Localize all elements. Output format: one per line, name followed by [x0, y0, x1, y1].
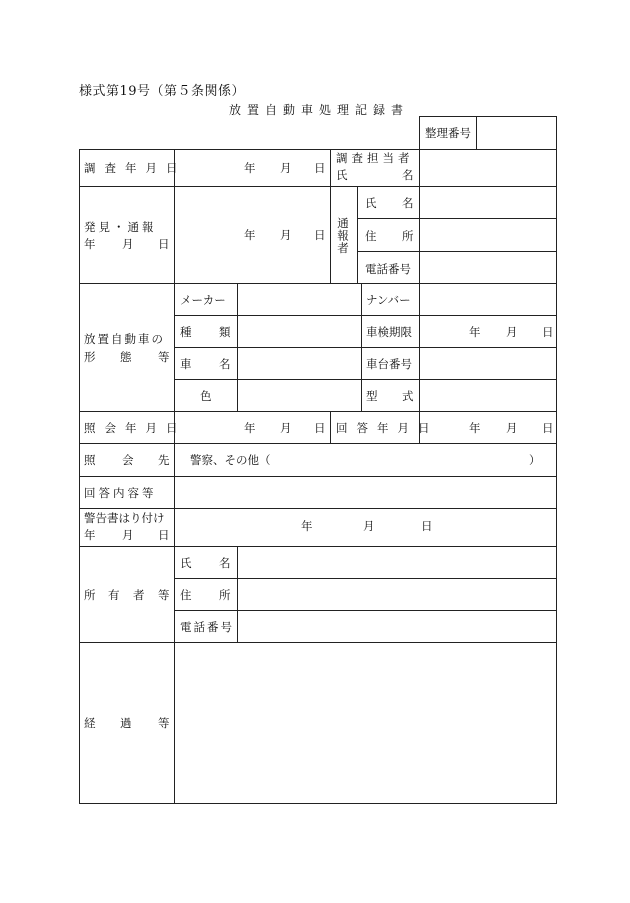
management-number-field[interactable] — [477, 117, 556, 149]
month-unit: 月 — [280, 161, 292, 175]
month-unit: 月 — [363, 519, 375, 533]
vehicle-form-label: 放置自動車の — [84, 332, 165, 346]
discovery-year-unit: 年 — [84, 237, 96, 251]
warning-year-unit: 年 — [84, 528, 96, 542]
owner-name-b: 名 — [219, 556, 231, 570]
car-name-label-a: 車 — [180, 357, 192, 371]
inquiry-date-label: 照会年月日 — [84, 421, 187, 435]
reporter-name-b: 名 — [402, 196, 414, 210]
day-unit: 日 — [314, 161, 326, 175]
discovery-month-unit: 月 — [122, 237, 134, 251]
day-unit: 日 — [421, 519, 433, 533]
owner-phone-label: 電話番号 — [180, 620, 234, 634]
model-label-b: 式 — [402, 389, 414, 403]
surveyor-name-label-b: 名 — [402, 168, 414, 182]
year-unit: 年 — [469, 421, 481, 435]
month-unit: 月 — [506, 421, 518, 435]
inquiry-dest-value: 警察、その他（ — [190, 453, 271, 467]
model-label-a: 型 — [366, 389, 378, 403]
inquiry-dest-label-a: 照 — [84, 453, 96, 467]
owner-label-a: 所 — [84, 588, 96, 602]
vehicle-form-label-b: 態 — [120, 350, 132, 364]
warning-posted-label: 警告書はり付け — [84, 511, 165, 525]
inquiry-dest-label-b: 会 — [122, 453, 134, 467]
color-label: 色 — [200, 389, 212, 403]
month-unit: 月 — [280, 421, 292, 435]
document-title: 放置自動車処理記録書 — [229, 103, 410, 117]
month-unit: 月 — [506, 325, 518, 339]
number-plate-label: ナンバー — [366, 293, 411, 307]
inquiry-dest-label-c: 先 — [158, 453, 170, 467]
warning-day-unit: 日 — [158, 528, 170, 542]
type-label-a: 種 — [180, 325, 192, 339]
surveyor-label: 調査担当者 — [336, 151, 414, 165]
discovery-day-unit: 日 — [158, 237, 170, 251]
type-label-b: 類 — [219, 325, 231, 339]
reporter-phone-label: 電話番号 — [365, 262, 411, 276]
reporter-label: 通報者 — [336, 217, 350, 255]
car-name-label-b: 名 — [219, 357, 231, 371]
year-unit: 年 — [244, 161, 256, 175]
progress-notes-field[interactable] — [175, 643, 556, 803]
management-number-label: 整理番号 — [425, 126, 471, 140]
owner-address-b: 所 — [219, 588, 231, 602]
warning-month-unit: 月 — [122, 528, 134, 542]
reporter-name-a: 氏 — [365, 196, 377, 210]
year-unit: 年 — [244, 421, 256, 435]
reply-content-label: 回答内容等 — [84, 486, 157, 500]
surveyor-name-label-a: 氏 — [336, 168, 348, 182]
owner-label-c: 者 — [133, 588, 145, 602]
vehicle-form-label-c: 等 — [158, 350, 170, 364]
form-reference: 様式第19号（第５条関係） — [79, 84, 246, 99]
day-unit: 日 — [314, 421, 326, 435]
vehicle-form-label-a: 形 — [84, 350, 96, 364]
day-unit: 日 — [314, 228, 326, 242]
inspection-expiry-label: 車検期限 — [366, 325, 412, 339]
owner-name-a: 氏 — [180, 556, 192, 570]
maker-label: メーカー — [180, 293, 226, 307]
discovery-label: 発見・通報 — [84, 220, 157, 234]
month-unit: 月 — [280, 228, 292, 242]
inquiry-dest-close: ） — [529, 453, 541, 467]
progress-label-b: 過 — [120, 716, 132, 730]
progress-label-a: 経 — [84, 716, 96, 730]
year-unit: 年 — [244, 228, 256, 242]
reporter-address-a: 住 — [365, 229, 377, 243]
reply-date-label: 回答年月日 — [336, 421, 439, 435]
progress-label-c: 等 — [158, 716, 170, 730]
owner-address-a: 住 — [180, 588, 192, 602]
year-unit: 年 — [301, 519, 313, 533]
chassis-number-label: 車台番号 — [366, 357, 412, 371]
year-unit: 年 — [469, 325, 481, 339]
owner-label-b: 有 — [108, 588, 120, 602]
survey-date-label: 調査年月日 — [84, 161, 187, 175]
owner-label-d: 等 — [158, 588, 170, 602]
reporter-address-b: 所 — [402, 229, 414, 243]
day-unit: 日 — [542, 421, 554, 435]
day-unit: 日 — [542, 325, 554, 339]
